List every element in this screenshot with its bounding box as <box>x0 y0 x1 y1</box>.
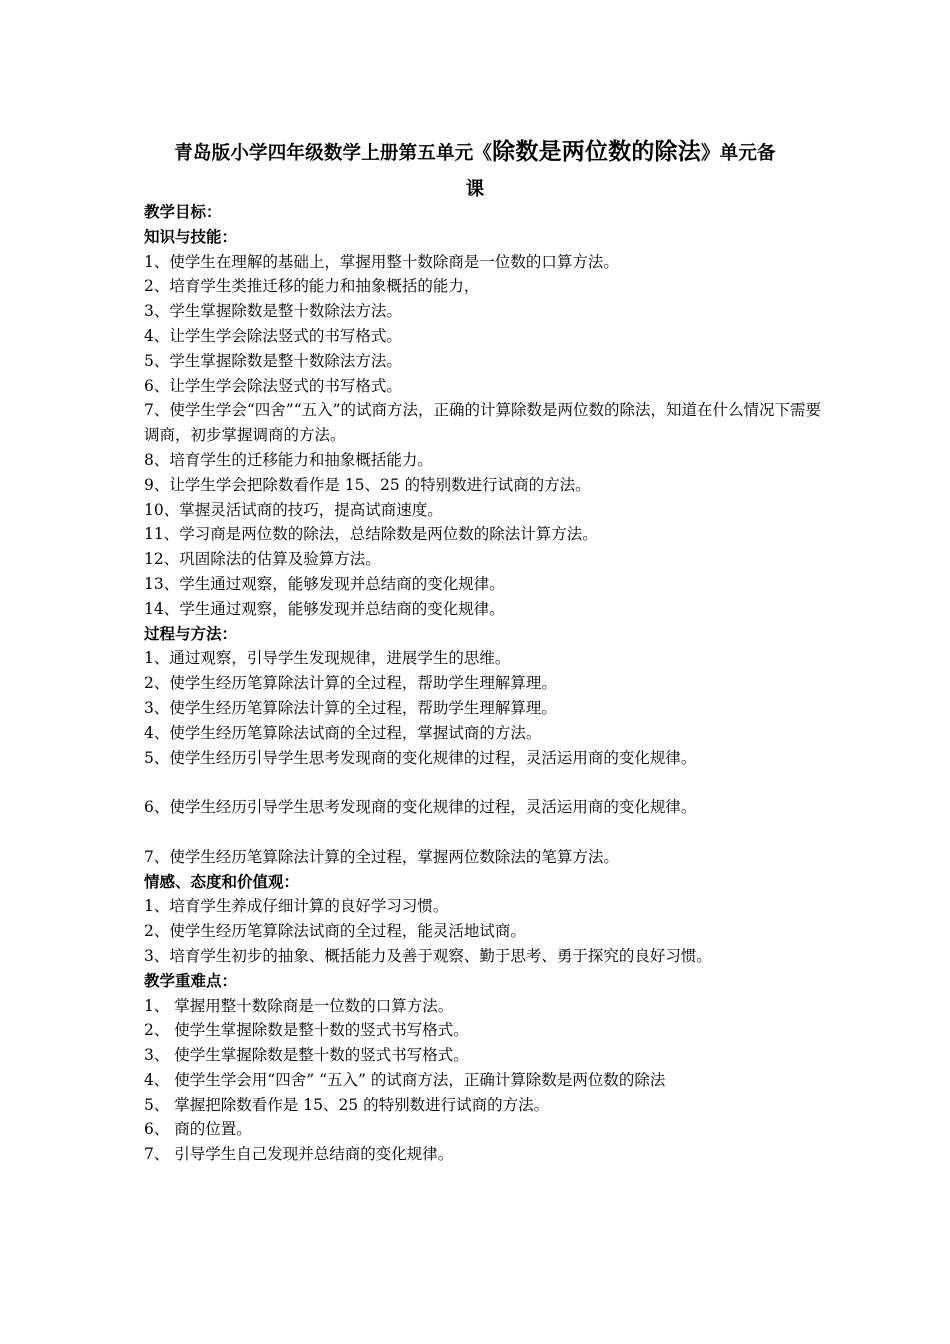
process-item: 2、使学生经历笔算除法计算的全过程，帮助学生理解算理。 <box>144 674 557 693</box>
knowledge-item: 8、培育学生的迁移能力和抽象概括能力。 <box>144 450 433 469</box>
blank-line <box>144 820 834 845</box>
heading-key-points: 教学重难点： <box>144 970 238 990</box>
heading-emotion: 情感、态度和价值观： <box>144 871 300 891</box>
knowledge-item: 1、使学生在理解的基础上，掌握用整十数除商是一位数的口算方法。 <box>144 252 619 271</box>
title-prefix: 青岛版小学四年级数学上册第五单元《 <box>174 143 493 164</box>
process-item: 5、使学生经历引导学生思考发现商的变化规律的过程，灵活运用商的变化规律。 <box>144 748 697 767</box>
knowledge-item: 7、使学生学会“四舍”“五入”的试商方法，正确的计算除数是两位数的除法，知道在什么情况下需要调商，初步掌握调商的方法。 <box>144 401 822 445</box>
knowledge-item: 14、学生通过观察，能够发现并总结商的变化规律。 <box>144 599 505 618</box>
emotion-item: 2、使学生经历笔算除法试商的全过程，能灵活地试商。 <box>144 922 526 941</box>
title-main: 除数是两位数的除法 <box>492 138 701 165</box>
knowledge-item: 3、学生掌握除数是整十数除法方法。 <box>144 302 402 321</box>
title-line-1 <box>100 134 850 172</box>
key-item: 7、 引导学生自己发现并总结商的变化规律。 <box>144 1145 454 1164</box>
blank-line <box>144 770 834 795</box>
emotion-item: 3、培育学生初步的抽象、概括能力及善于观察、勤于思考、勇于探究的良好习惯。 <box>144 946 712 965</box>
key-item: 5、 掌握把除数看作是 15、25 的特别数进行试商的方法。 <box>144 1095 550 1114</box>
knowledge-item: 11、学习商是两位数的除法，总结除数是两位数的除法计算方法。 <box>144 525 598 544</box>
knowledge-item: 4、让学生学会除法竖式的书写格式。 <box>144 326 402 345</box>
heading-knowledge: 知识与技能： <box>144 226 238 246</box>
knowledge-item: 5、学生掌握除数是整十数除法方法。 <box>144 351 402 370</box>
key-item: 1、 掌握用整十数除商是一位数的口算方法。 <box>144 996 454 1015</box>
knowledge-item: 13、学生通过观察，能够发现并总结商的变化规律。 <box>144 574 505 593</box>
knowledge-item: 12、巩固除法的估算及验算方法。 <box>144 550 381 569</box>
title-suffix: 》单元备 <box>700 143 776 164</box>
key-item: 6、 商的位置。 <box>144 1120 252 1139</box>
process-item: 6、使学生经历引导学生思考发现商的变化规律的过程，灵活运用商的变化规律。 <box>144 798 697 817</box>
process-item: 7、使学生经历笔算除法计算的全过程，掌握两位数除法的笔算方法。 <box>144 847 619 866</box>
heading-process: 过程与方法： <box>144 623 238 643</box>
process-item: 3、使学生经历笔算除法计算的全过程，帮助学生理解算理。 <box>144 698 557 717</box>
knowledge-item: 9、让学生学会把除数看作是 15、25 的特别数进行试商的方法。 <box>144 475 591 494</box>
key-item: 3、 使学生掌握除数是整十数的竖式书写格式。 <box>144 1046 469 1065</box>
heading-objectives: 教学目标： <box>144 202 222 221</box>
knowledge-item: 2、培育学生类推迁移的能力和抽象概括的能力， <box>144 277 480 296</box>
document-title <box>100 134 850 208</box>
process-item: 4、使学生经历笔算除法试商的全过程，掌握试商的方法。 <box>144 723 542 742</box>
key-item: 4、 使学生学会用“四舍” “五入” 的试商方法，正确计算除数是两位数的除法 <box>144 1070 666 1089</box>
knowledge-item: 6、让学生学会除法竖式的书写格式。 <box>144 376 402 395</box>
emotion-item: 1、培育学生养成仔细计算的良好学习习惯。 <box>144 897 449 916</box>
document-body <box>144 200 834 1167</box>
process-item: 1、通过观察，引导学生发现规律，进展学生的思维。 <box>144 649 511 668</box>
key-item: 2、 使学生掌握除数是整十数的竖式书写格式。 <box>144 1021 469 1040</box>
title-line-2: 课 <box>465 179 485 200</box>
knowledge-item: 10、掌握灵活试商的技巧，提高试商速度。 <box>144 500 443 519</box>
